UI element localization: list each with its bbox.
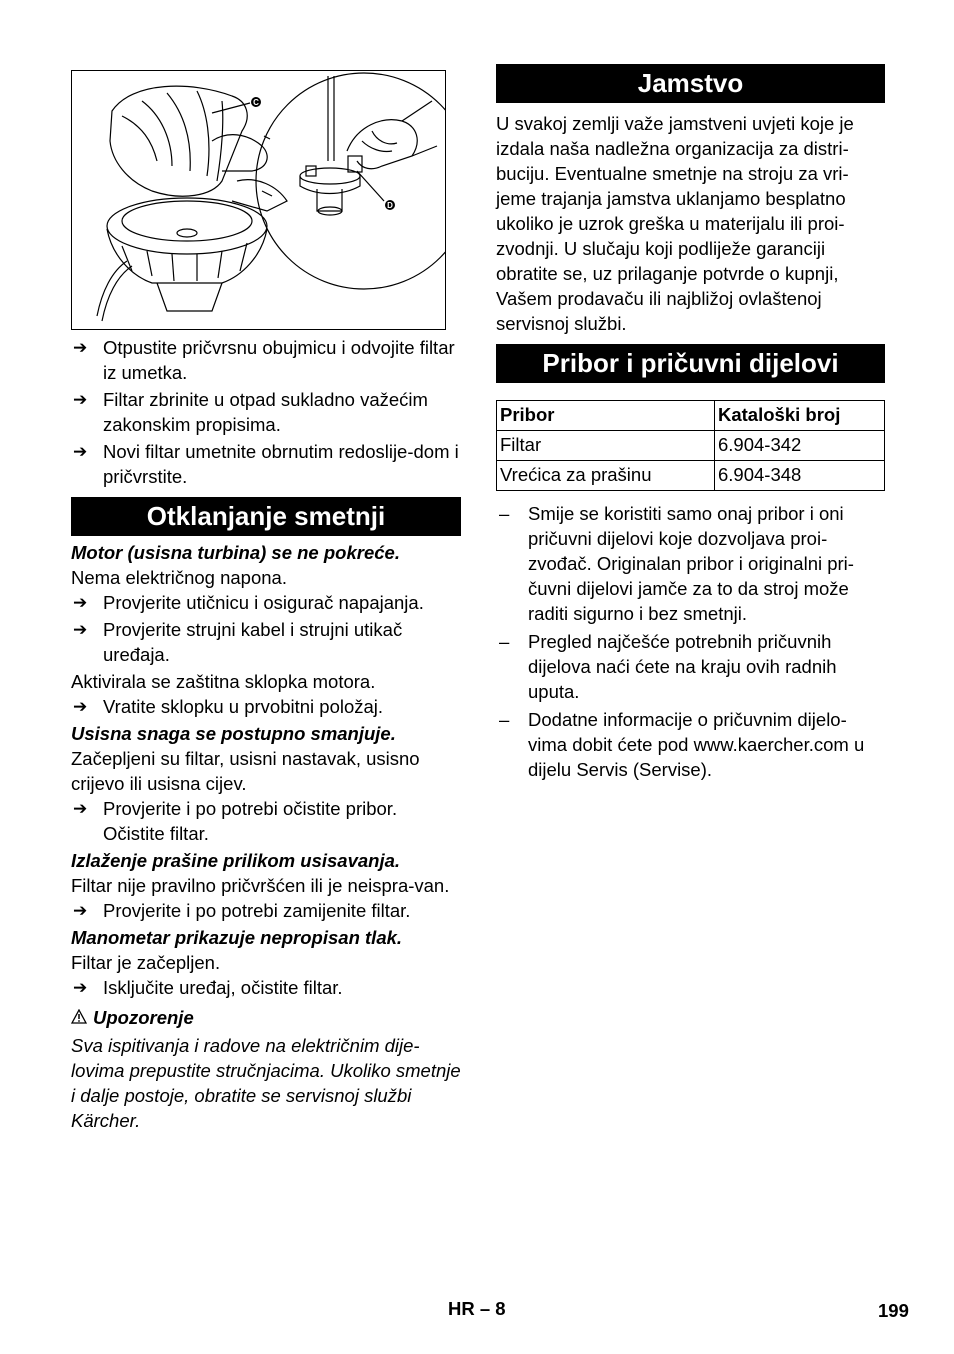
section-title-troubleshooting: Otklanjanje smetnji [71,497,461,536]
note-item: – Dodatne informacije o pričuvnim dijelo-vima dobit ćete pod www.kaercher.com u dijelu Servis (Servise). [499,709,865,780]
problem-heading: Izlaženje prašine prilikom usisavanja. [71,850,401,871]
arrow-right-icon: ➔ [73,593,88,612]
arrow-right-icon: ➔ [73,978,88,997]
problem-heading: Manometar prikazuje nepropisan tlak. [71,927,403,948]
dash-icon: – [499,709,510,730]
step-item: ➔ Provjerite strujni kabel i strujni utikač uređaja. [73,619,403,665]
step-item: ➔ Vratite sklopku u prvobitni položaj. [73,696,384,717]
table-row [497,461,885,491]
problem-heading: Usisna snaga se postupno smanjuje. [71,723,396,744]
step-item: ➔ Provjerite utičnicu i osigurač napajanja. [73,592,424,613]
table-cell: Vrećica za prašinu [497,461,715,491]
problem-heading: Motor (usisna turbina) se ne pokreće. [71,542,400,563]
problem-cause: Filtar je začepljen. [71,952,221,973]
section-title-accessories: Pribor i pričuvni dijelovi [496,344,885,383]
table-cell: Filtar [497,431,715,461]
dash-icon: – [499,503,510,524]
problem-cause: Nema električnog napona. [71,567,287,588]
arrow-right-icon: ➔ [73,442,88,461]
step-item: ➔ Otpustite pričvrsnu obujmicu i odvojite filtar iz umetka. [73,337,455,383]
table-header-cell: Kataloški broj [715,401,885,431]
problem-cause: Začepljeni su filtar, usisni nastavak, usisno crijevo ili usisna cijev. [71,748,420,794]
table-row [497,431,885,461]
arrow-right-icon: ➔ [73,390,88,409]
step-item: ➔ Filtar zbrinite u otpad sukladno važećim zakonskim propisima. [73,389,428,435]
note-item: – Smije se koristiti samo onaj pribor i oni pričuvni dijelovi koje dozvoljava proi-zvođač. Originalan pribor i originalni pri-čuvni dijelovi jamče za to da stroj može raditi sigurno i bez smetnji. [499,503,854,624]
problem-cause: Aktivirala se zaštitna sklopka motora. [71,671,376,692]
warning-heading: Upozorenje [71,1005,461,1030]
warning-text: Sva ispitivanja i radove na električnim dije-lovima prepustite stručnjacima. Ukoliko smetnje i dalje postoje, obratite se servisnoj službi Kärcher. [71,1035,461,1131]
step-item: ➔ Isključite uređaj, očistite filtar. [73,977,343,998]
section-title-warranty: Jamstvo [496,64,885,103]
filter-assembly-drawing [72,71,445,329]
left-column [71,70,461,1133]
table-cell: 6.904-348 [715,461,885,491]
callout-c: C [253,98,259,107]
right-column [496,64,885,785]
arrow-right-icon: ➔ [73,338,88,357]
accessories-notes [496,501,885,782]
arrow-right-icon: ➔ [73,697,88,716]
callout-d: D [387,201,393,210]
filter-illustration [71,70,446,330]
table-cell: 6.904-342 [715,431,885,461]
problem-cause: Filtar nije pravilno pričvršćen ili je neispra-van. [71,875,450,896]
accessories-table [496,400,885,491]
arrow-right-icon: ➔ [73,901,88,920]
dash-icon: – [499,631,510,652]
table-header-cell: Pribor [497,401,715,431]
footer-language-page: HR – 8 [448,1298,506,1319]
note-item: – Pregled najčešće potrebnih pričuvnih dijelova naći ćete na kraju ovih radnih uputa. [499,631,837,702]
step-item: ➔ Provjerite i po potrebi zamijenite filtar. [73,900,411,921]
warning-triangle-icon [71,1005,93,1030]
page-number: 199 [878,1300,909,1321]
warranty-text: U svakoj zemlji važe jamstveni uvjeti koje je izdala naša nadležna organizacija za distri-buciju. Eventualne smetnje na stroju za vri-jeme trajanja jamstva uklanjamo besplatno ukoliko je uzrok greška u materijalu ili proi-zvodnji. U slučaju koji podliježe garanciji obratite se, uz prilaganje potvrde o kupnji, Vašem prodavaču ili najbližoj ovlaštenoj servisnoj službi. [496,113,854,334]
arrow-right-icon: ➔ [73,799,88,818]
arrow-right-icon: ➔ [73,620,88,639]
step-item: ➔ Novi filtar umetnite obrnutim redoslije-dom i pričvrstite. [73,441,459,487]
step-item: ➔ Provjerite i po potrebi očistite pribor. Očistite filtar. [73,798,398,844]
table-header-row [497,401,885,431]
